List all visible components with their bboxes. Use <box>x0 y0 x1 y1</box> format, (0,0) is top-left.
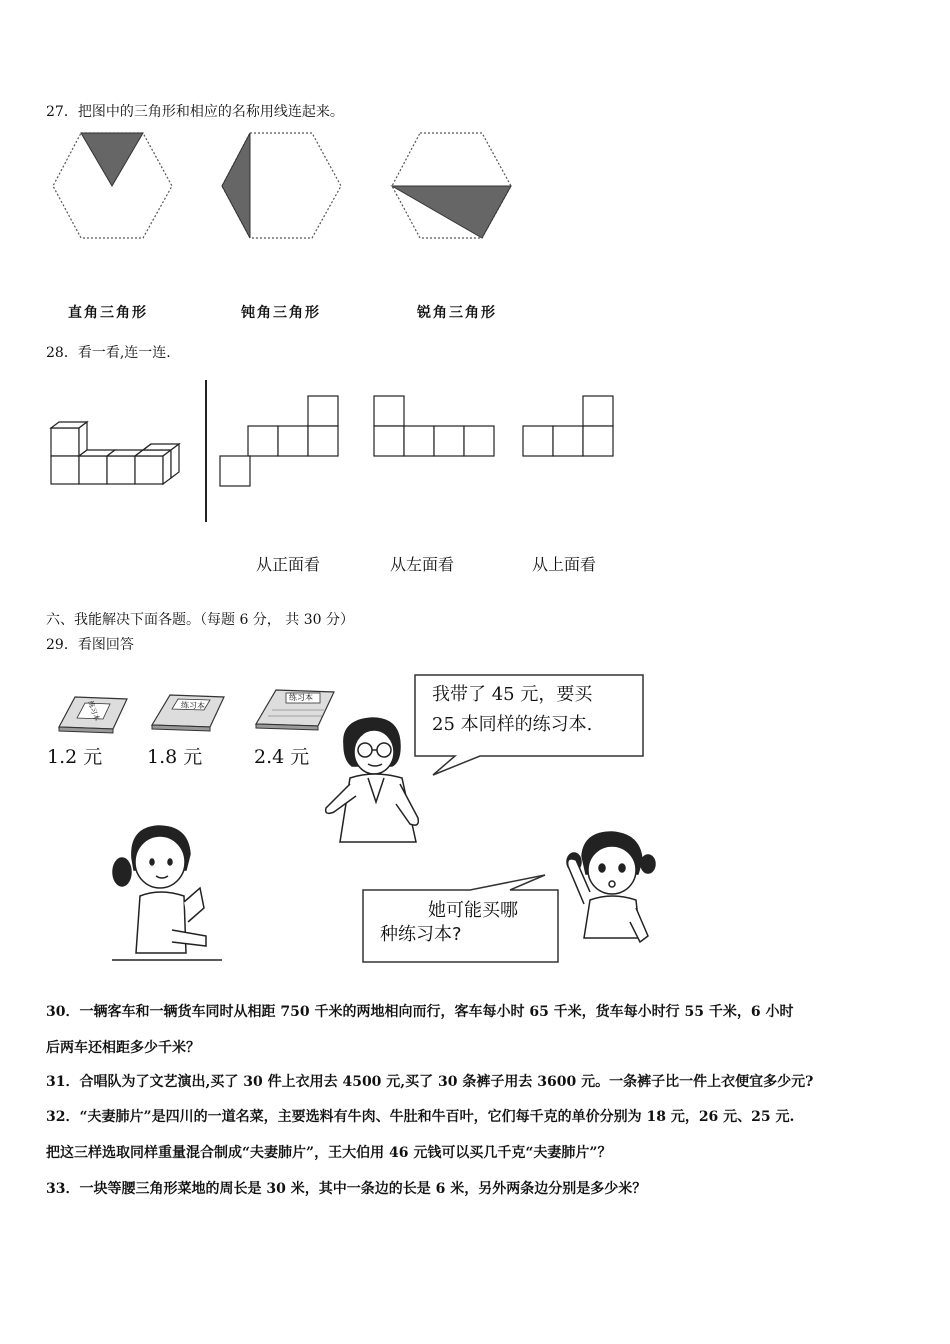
hexagon-figure-2 <box>219 130 344 242</box>
view-grid-1 <box>218 394 343 489</box>
shaded-triangle-2 <box>222 133 250 238</box>
question-text: 一块等腰三角形菜地的周长是 30 米，其中一条边的长是 6 米，另外两条边分别是多少米？ <box>79 1181 647 1197</box>
bubble-1-line-2: 25 本同样的练习本. <box>432 714 593 735</box>
question-number: 27． <box>46 104 78 120</box>
question-text: 看图回答 <box>77 637 134 653</box>
question-27 <box>46 102 344 122</box>
question-29 <box>46 635 134 655</box>
bubble-1-line-1: 我带了 45 元，要买 <box>432 684 593 705</box>
bubble-2-line-2: 种练习本? <box>380 924 462 945</box>
question-28 <box>46 343 171 363</box>
teacher-glasses-illustration <box>320 712 425 852</box>
question-number: 33． <box>46 1181 80 1197</box>
question-text: 合唱队为了文艺演出,买了 30 件上衣用去 4500 元,买了 30 条裤子用去 3600 元。一条裤子比一件上衣便宜多少元? <box>79 1074 814 1090</box>
question-text: 看一看,连一连. <box>77 345 171 361</box>
view-grid-3 <box>521 394 616 459</box>
question-32 <box>46 1107 794 1127</box>
label-obtuse-triangle: 钝角三角形 <box>241 305 321 321</box>
label-right-triangle: 直角三角形 <box>68 305 148 321</box>
hexagon-figure-3 <box>389 130 514 242</box>
view-label-top: 从上面看 <box>532 555 597 574</box>
question-32-line-2: 把这三样选取同样重量混合制成“夫妻肺片”，王大伯用 46 元钱可以买几千克“夫妻肺片”？ <box>46 1145 612 1161</box>
question-number: 31． <box>46 1074 80 1090</box>
shaded-triangle-3 <box>392 186 511 238</box>
price-3: 2.4 元 <box>254 746 310 768</box>
question-33 <box>46 1179 646 1199</box>
question-31 <box>46 1072 813 1092</box>
price-2: 1.8 元 <box>147 746 203 768</box>
question-number: 30． <box>46 1004 80 1020</box>
view-grid-2 <box>372 394 497 459</box>
label-acute-triangle: 锐角三角形 <box>417 305 497 321</box>
girl-pointing-illustration <box>112 818 222 963</box>
view-label-left: 从左面看 <box>390 555 455 574</box>
price-1: 1.2 元 <box>47 746 103 768</box>
question-text: 把图中的三角形和相应的名称用线连起来。 <box>77 104 344 120</box>
question-30 <box>46 1002 794 1022</box>
section-6-title: 六、我能解决下面各题。（每题 6 分， 共 30 分） <box>46 612 354 628</box>
hexagon-figure-1 <box>50 130 175 242</box>
question-text-line-1: 一辆客车和一辆货车同时从相距 750 千米的两地相向而行，客车每小时 65 千米，货车每小时行 55 千米，6 小时 <box>79 1004 794 1020</box>
cube-structure <box>48 420 188 490</box>
question-number: 28． <box>46 345 78 361</box>
bubble-2-line-1: 她可能买哪 <box>428 900 518 921</box>
notebook-label-1: 练习本 <box>86 699 101 723</box>
question-number: 29． <box>46 637 78 653</box>
view-label-front: 从正面看 <box>256 555 321 574</box>
vertical-divider <box>205 380 207 522</box>
girl-thinking-illustration <box>560 826 660 948</box>
notebook-label-3: 练习本 <box>289 693 313 702</box>
shaded-triangle-1 <box>81 133 143 186</box>
question-30-line-2: 后两车还相距多少千米？ <box>46 1040 200 1056</box>
question-text-line-1: “夫妻肺片”是四川的一道名菜，主要选料有牛肉、牛肚和牛百叶，它们每千克的单价分别为 18 元，26 元、25 元. <box>79 1109 795 1125</box>
notebook-label-2: 练习本 <box>180 700 206 711</box>
question-number: 32． <box>46 1109 80 1125</box>
